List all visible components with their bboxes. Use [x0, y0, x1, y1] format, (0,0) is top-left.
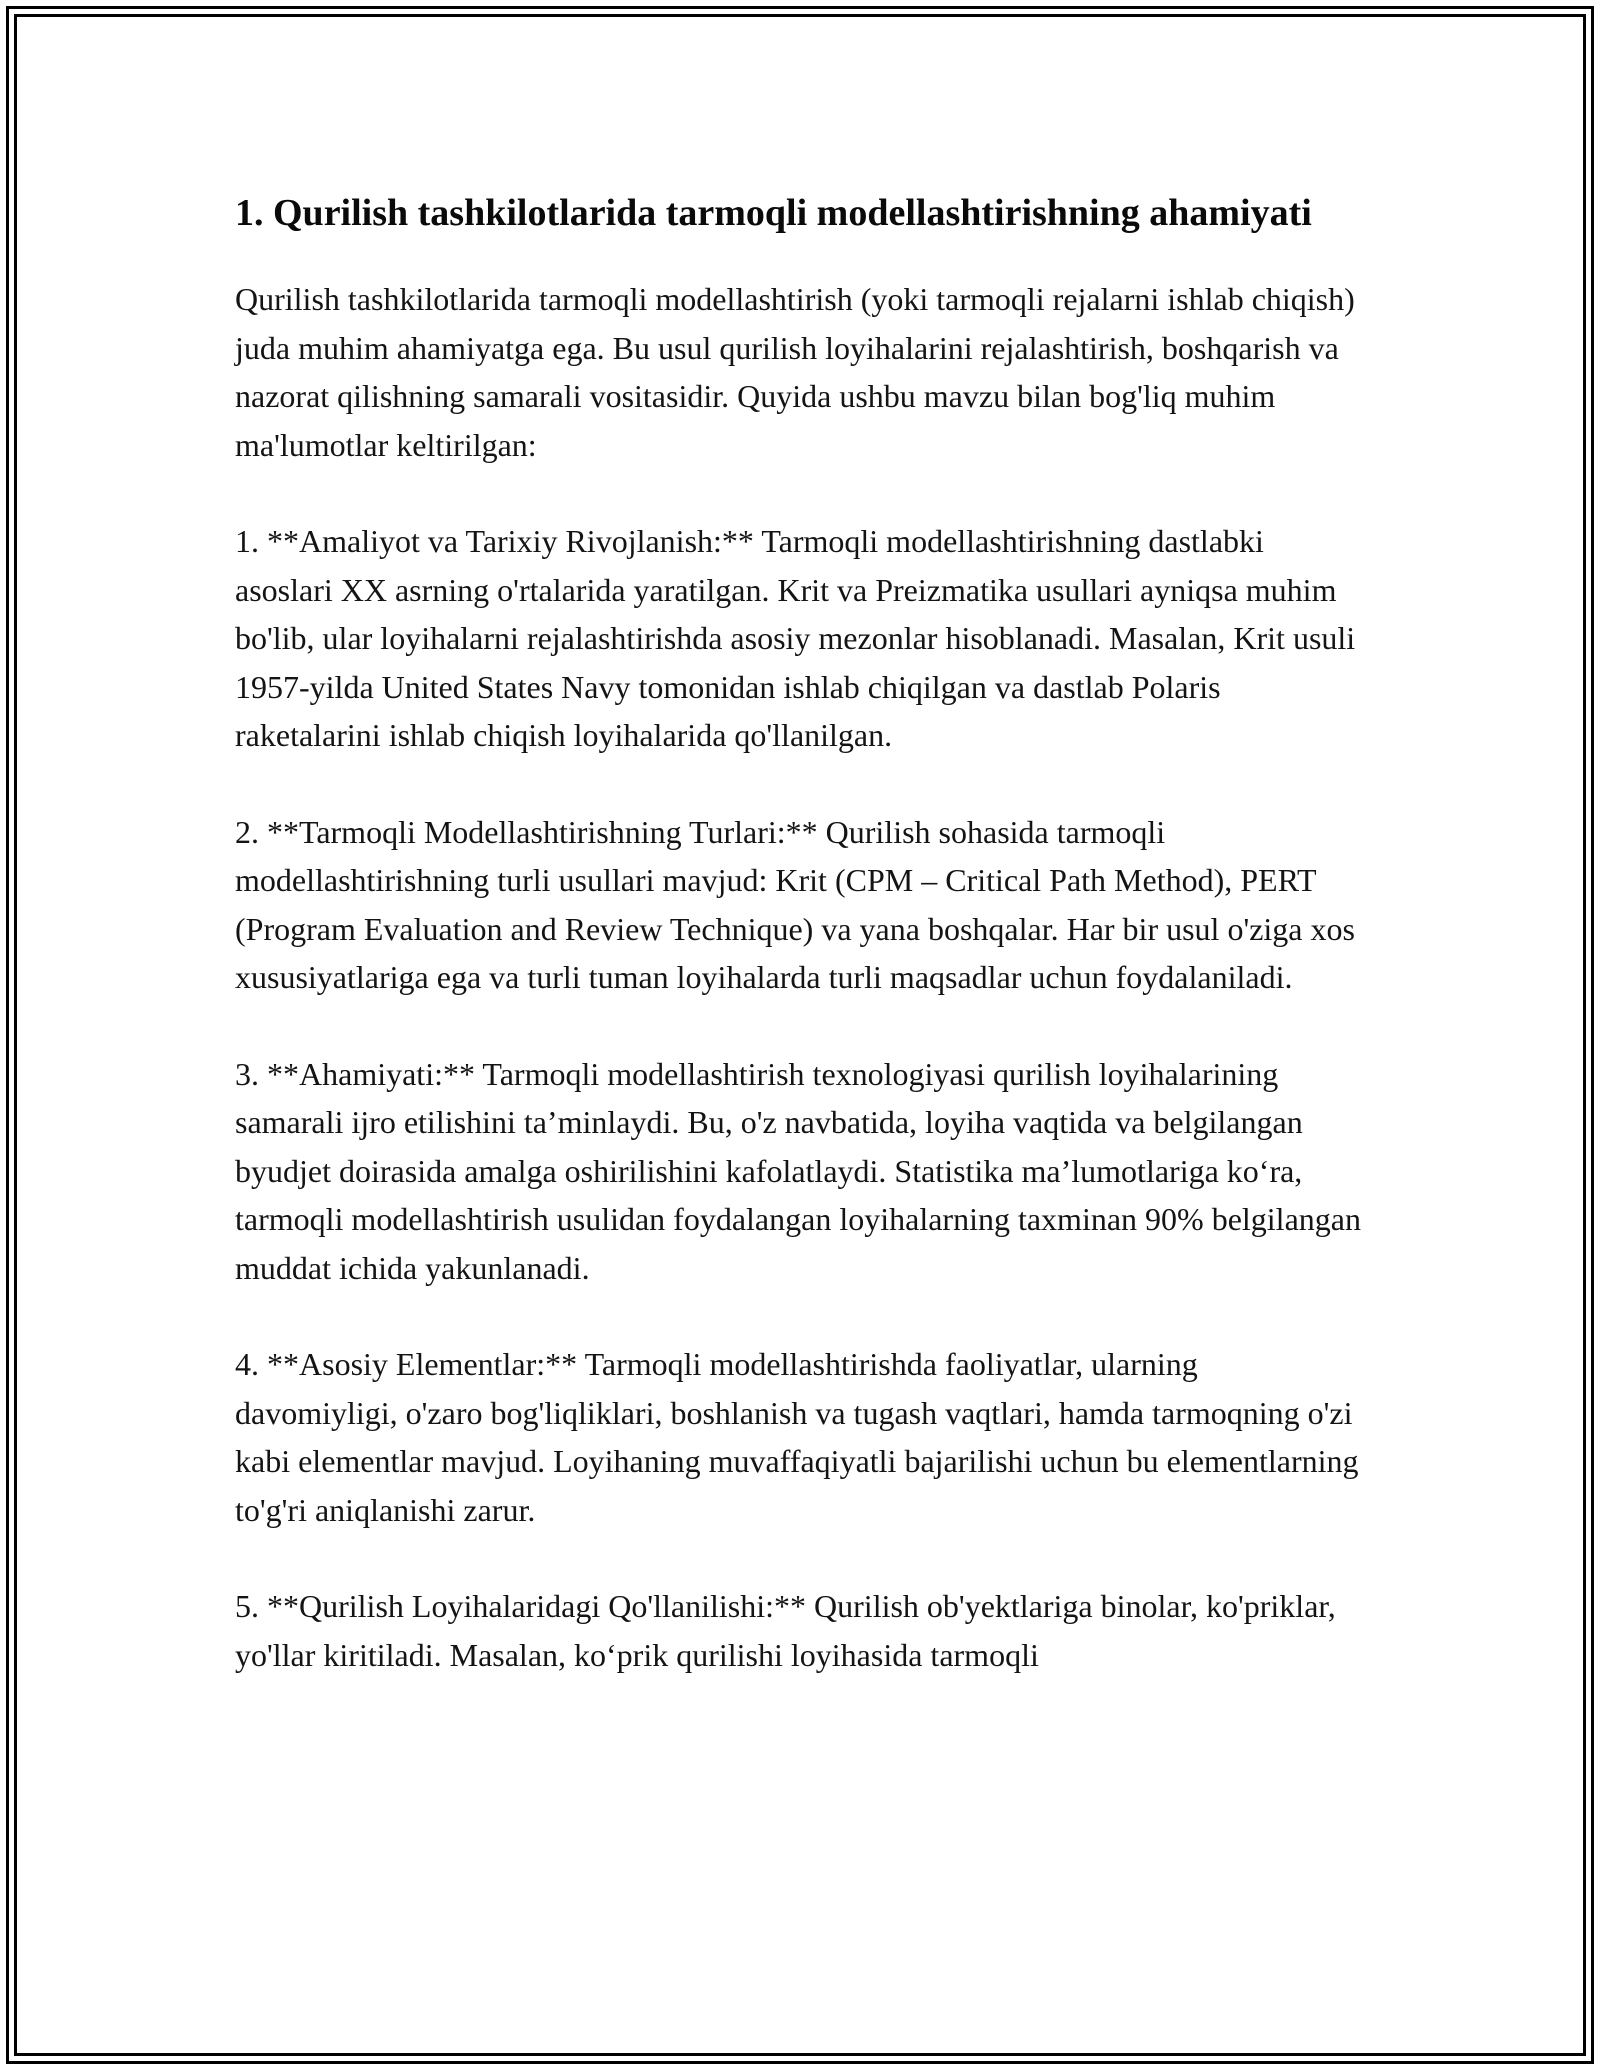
list-item-elements: 4. **Asosiy Elementlar:** Tarmoqli modellashtirishda faoliyatlar, ularning davomiyligi, o'zaro bog'liqliklari, boshlanish va tugash vaqtlari, hamda tarmoqning o'zi kabi elementlar mavjud. Loyihaning muvaffaqiyatli bajarilishi uchun bu elementlarning to'g'ri aniqlanishi zarur.	[235, 1346, 1359, 1528]
list-item-types: 2. **Tarmoqli Modellashtirishning Turlari:** Qurilish sohasida tarmoqli modellashtirishning turli usullari mavjud: Krit (CPM – Critical Path Method), PERT (Program Evaluation and Review Technique) va yana boshqalar. Har bir usul o'ziga xos xususiyatlariga ega va turli tuman loyihalarda turli maqsadlar uchun foydalaniladi.	[235, 813, 1355, 995]
list-item-importance: 3. **Ahamiyati:** Tarmoqli modellashtirish texnologiyasi qurilish loyihalarining samarali ijro etilishini ta’minlaydi. Bu, o'z navbatida, loyiha vaqtida va belgilangan byudjet doirasida amalga oshirilishini kafolatlaydi. Statistika ma’lumotlariga ko‘ra, tarmoqli modellashtirish usulidan foydalangan loyihalarning taxminan 90% belgilangan muddat ichida yakunlanadi.	[235, 1055, 1361, 1286]
document-title: 1. Qurilish tashkilotlarida tarmoqli modellashtirishning ahamiyati	[235, 192, 1312, 234]
intro-paragraph: Qurilish tashkilotlarida tarmoqli modellashtirish (yoki tarmoqli rejalarni ishlab chiqish) juda muhim ahamiyatga ega. Bu usul qurilish loyihalarini rejalashtirish, boshqarish va nazorat qilishning samarali vositasidir. Quyida ushbu mavzu bilan bog'liq muhim ma'lumotlar keltirilgan:	[235, 281, 1355, 463]
list-item-application: 5. **Qurilish Loyihalaridagi Qo'llanilishi:** Qurilish ob'yektlariga binolar, ko'priklar, yo'llar kiritiladi. Masalan, ko‘prik qurilishi loyihasida tarmoqli	[235, 1588, 1336, 1673]
list-item-history: 1. **Amaliyot va Tarixiy Rivojlanish:** Tarmoqli modellashtirishning dastlabki asoslari XX asrning o'rtalarida yaratilgan. Krit va Preizmatika usullari ayniqsa muhim bo'lib, ular loyihalarni rejalashtirishda asosiy mezonlar hisoblanadi. Masalan, Krit usuli 1957-yilda United States Navy tomonidan ishlab chiqilgan va dastlab Polaris raketalarini ishlab chiqish loyihalarida qo'llanilgan.	[235, 523, 1356, 753]
document-body	[235, 185, 1365, 1727]
